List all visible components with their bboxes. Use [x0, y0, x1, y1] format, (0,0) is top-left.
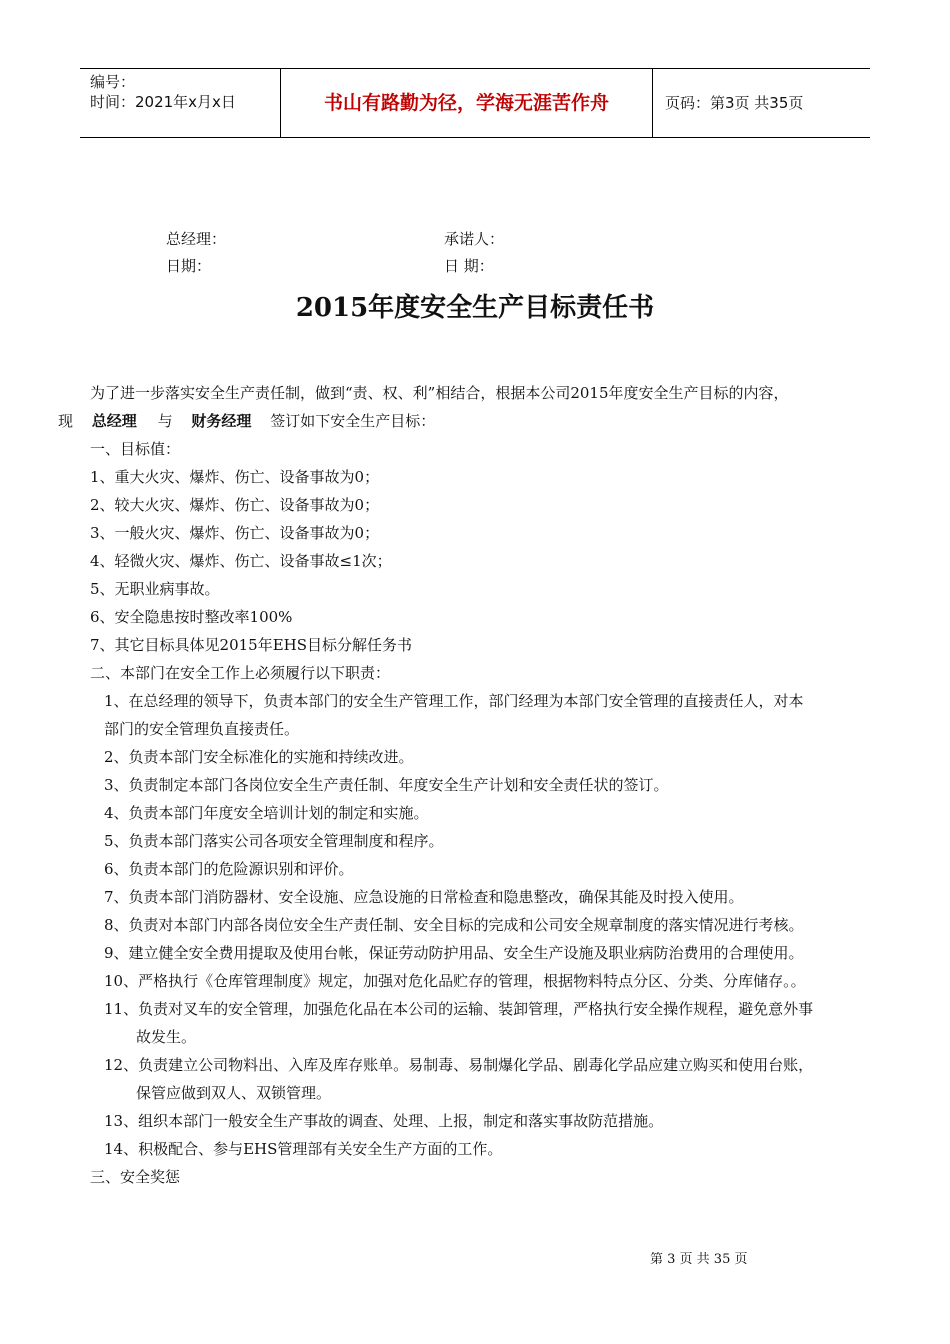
header-motto: 书山有路勤为径，学海无涯苦作舟	[281, 69, 653, 137]
section-2-heading: 二、本部门在安全工作上必须履行以下职责：	[90, 664, 391, 682]
gm-signature-label: 总经理：	[166, 230, 227, 248]
promisor-signature-label: 承诺人：	[444, 230, 505, 248]
header-page-code: 页码：第3页 共35页	[665, 94, 804, 112]
target-item: 7、其它目标具体见2015年EHS目标分解任务书	[90, 636, 413, 654]
intro-prefix: 现	[58, 412, 74, 430]
duty-item: 8、负责对本部门内部各岗位安全生产责任制、安全目标的完成和公司安全规章制度的落实情况进行考核。	[104, 916, 804, 934]
duty-item: 7、负责本部门消防器材、安全设施、应急设施的日常检查和隐患整改，确保其能及时投入使用。	[104, 888, 744, 906]
duty-item: 9、建立健全安全费用提取及使用台帐，保证劳动防护用品、安全生产设施及职业病防治费用的合理使用。	[104, 944, 804, 962]
duty-item: 13、组织本部门一般安全生产事故的调查、处理、上报，制定和落实事故防范措施。	[104, 1112, 664, 1130]
duty-item-continued: 部门的安全管理负直接责任。	[104, 720, 300, 738]
duty-item: 11、负责对叉车的安全管理，加强危化品在本公司的运输、装卸管理，严格执行安全操作规程，避免意外事	[104, 1000, 814, 1018]
duty-item: 10、严格执行《仓库管理制度》规定，加强对危化品贮存的管理，根据物料特点分区、分类、分库储存。。	[104, 972, 806, 990]
intro-line-2	[58, 410, 435, 431]
party-b: 财务经理	[191, 412, 252, 430]
section-1-heading: 一、目标值：	[90, 440, 181, 458]
time-label: 时间：2021年x月x日	[90, 93, 236, 111]
target-item: 4、轻微火灾、爆炸、伤亡、设备事故≤1次；	[90, 552, 392, 570]
duty-item: 14、积极配合、参与EHS管理部有关安全生产方面的工作。	[104, 1140, 503, 1158]
intro-connector: 与	[157, 412, 173, 430]
target-item: 5、无职业病事故。	[90, 580, 220, 598]
page-footer: 第 3 页 共 35 页	[650, 1252, 748, 1267]
number-label: 编号：	[90, 73, 136, 91]
duty-item: 1、在总经理的领导下，负责本部门的安全生产管理工作，部门经理为本部门安全管理的直接责任人，对本	[104, 692, 804, 710]
party-a: 总经理	[91, 412, 137, 430]
duty-item: 4、负责本部门年度安全培训计划的制定和实施。	[104, 804, 429, 822]
duty-item-continued: 保管应做到双人、双锁管理。	[136, 1084, 332, 1102]
intro-suffix: 签订如下安全生产目标：	[270, 412, 436, 430]
gm-date-label: 日期：	[166, 257, 212, 275]
target-item: 1、重大火灾、爆炸、伤亡、设备事故为0；	[90, 468, 380, 486]
target-item: 3、一般火灾、爆炸、伤亡、设备事故为0；	[90, 524, 380, 542]
duty-item: 2、负责本部门安全标准化的实施和持续改进。	[104, 748, 414, 766]
header-info-cell	[80, 69, 281, 137]
duty-item: 6、负责本部门的危险源识别和评价。	[104, 860, 354, 878]
target-item: 6、安全隐患按时整改率100%	[90, 608, 293, 626]
duty-item: 3、负责制定本部门各岗位安全生产责任制、年度安全生产计划和安全责任状的签订。	[104, 776, 669, 794]
document-header	[80, 68, 870, 138]
duty-item-continued: 故发生。	[136, 1028, 197, 1046]
duty-item: 12、负责建立公司物料出、入库及库存账单。易制毒、易制爆化学品、剧毒化学品应建立购买和使用台账，	[104, 1056, 814, 1074]
target-item: 2、较大火灾、爆炸、伤亡、设备事故为0；	[90, 496, 380, 514]
document-title: 2015年度安全生产目标责任书	[295, 293, 655, 323]
section-3-heading: 三、安全奖惩	[90, 1168, 181, 1186]
duty-item: 5、负责本部门落实公司各项安全管理制度和程序。	[104, 832, 444, 850]
intro-line-1: 为了进一步落实安全生产责任制，做到“责、权、利”相结合，根据本公司2015年度安全生产目标的内容，	[90, 384, 789, 402]
promisor-date-label: 日 期：	[444, 257, 494, 275]
